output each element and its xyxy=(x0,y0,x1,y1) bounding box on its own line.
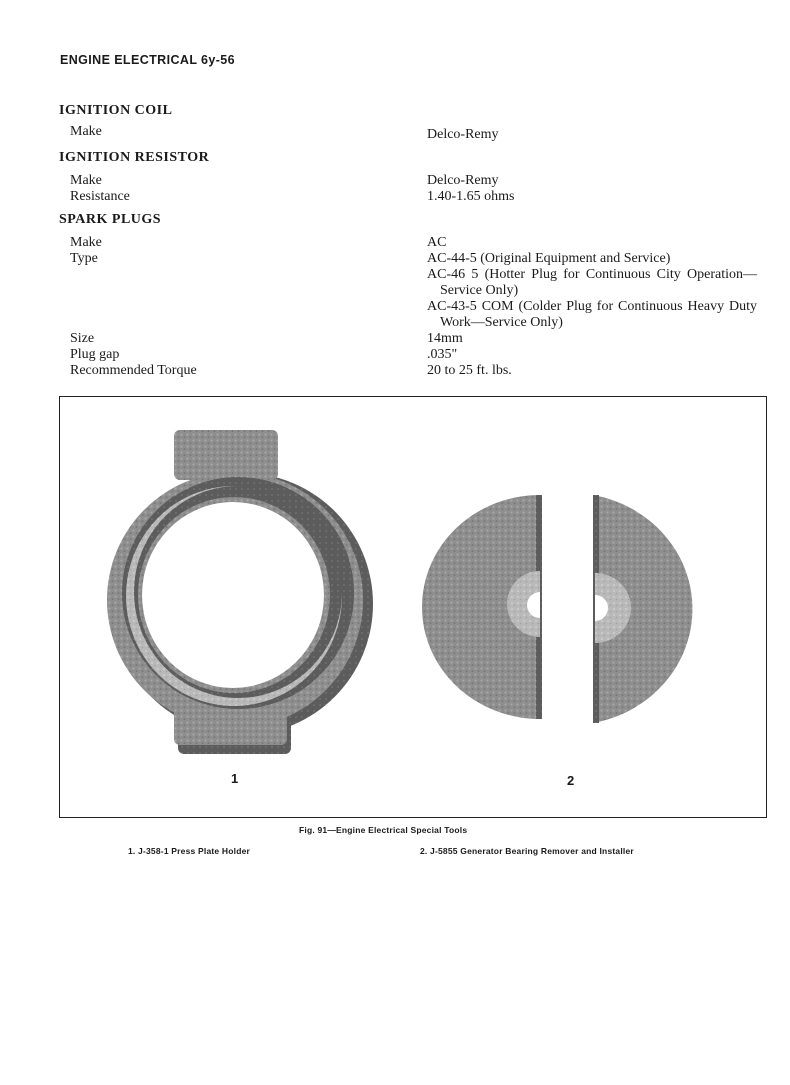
plug-type-item: AC-43-5 COM (Colder Plug for Continuous Heavy Duty Work—Service Only) xyxy=(427,299,757,330)
spec-label: Recommended Torque xyxy=(70,363,197,378)
figure-item-1-number: 1 xyxy=(231,771,239,786)
ignition-resistor-make-row xyxy=(59,173,759,189)
spec-label: Make xyxy=(70,173,102,188)
ignition-resistor-title: IGNITION RESISTOR xyxy=(59,150,210,165)
page-header: ENGINE ELECTRICAL 6y-56 xyxy=(60,53,235,67)
spec-label: Size xyxy=(70,331,95,346)
spec-label: Make xyxy=(70,235,102,250)
tools-photo xyxy=(60,397,766,817)
spec-value: Delco-Remy xyxy=(427,127,499,142)
ignition-resistor-section xyxy=(59,149,759,205)
spec-value: Delco-Remy xyxy=(427,173,499,188)
spec-label: Resistance xyxy=(70,189,130,204)
spark-plugs-gap-row xyxy=(59,347,759,363)
bearing-remover-image xyxy=(422,495,692,723)
ignition-coil-section xyxy=(59,102,759,143)
spec-value-list xyxy=(427,251,757,331)
spec-value: 20 to 25 ft. lbs. xyxy=(427,363,512,378)
press-plate-holder-image xyxy=(107,430,373,754)
ignition-resistor-resistance-row xyxy=(59,189,759,205)
spec-value: AC xyxy=(427,235,447,250)
ignition-coil-title: IGNITION COIL xyxy=(59,103,173,118)
spec-value: 14mm xyxy=(427,331,463,346)
spark-plugs-section xyxy=(59,211,759,379)
spec-label: Make xyxy=(70,124,102,139)
spec-label: Plug gap xyxy=(70,347,120,362)
spark-plugs-type-row xyxy=(59,251,759,331)
figure-legend-1: 1. J-358-1 Press Plate Holder xyxy=(128,846,251,856)
figure-legend-2: 2. J-5855 Generator Bearing Remover and Installer xyxy=(420,846,634,856)
figure-caption: Fig. 91—Engine Electrical Special Tools xyxy=(299,825,468,835)
spark-plugs-size-row xyxy=(59,331,759,347)
spec-value: 1.40-1.65 ohms xyxy=(427,189,515,204)
special-tools-figure xyxy=(59,396,767,818)
spec-label: Type xyxy=(70,251,98,266)
spark-plugs-torque-row xyxy=(59,363,759,379)
plug-type-item: AC-44-5 (Original Equipment and Service) xyxy=(427,251,671,266)
plug-type-item: AC-46 5 (Hotter Plug for Continuous City Operation—Service Only) xyxy=(427,267,757,298)
spec-value: .035" xyxy=(427,347,458,362)
spark-plugs-make-row xyxy=(59,235,759,251)
spark-plugs-title: SPARK PLUGS xyxy=(59,212,162,227)
ignition-coil-make-row xyxy=(59,124,759,143)
figure-item-2-number: 2 xyxy=(567,773,575,788)
specifications-block xyxy=(59,102,759,379)
